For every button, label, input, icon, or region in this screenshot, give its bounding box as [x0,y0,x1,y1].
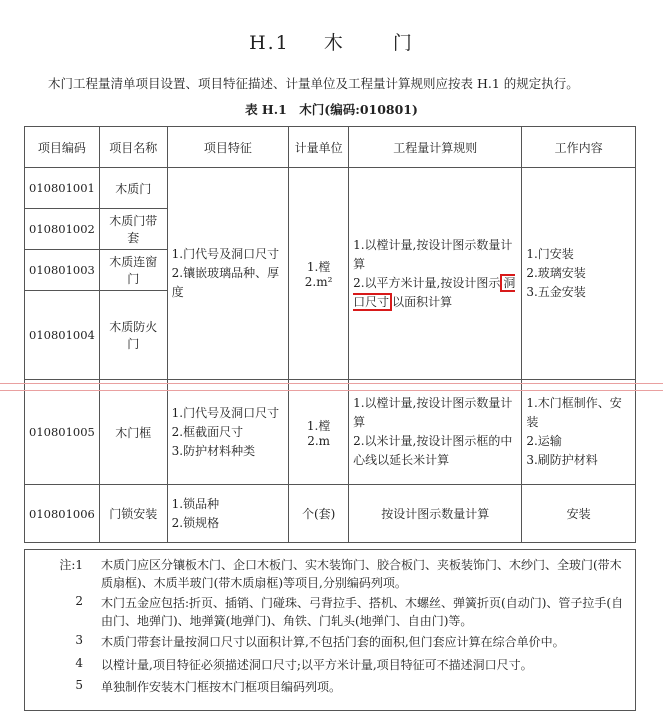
group1-units [289,168,349,380]
unit-line: 1.樘 [306,260,331,274]
table-caption: 表 H.1 木门(编码:010801) [245,102,418,117]
table-header-row [25,127,636,168]
work-line: 2.运输 [526,434,562,448]
item-code: 010801004 [25,291,100,380]
feature-line: 1.门代号及洞口尺寸 [171,405,280,420]
feature-line: 1.门代号及洞口尺寸 [171,247,280,261]
item-name: 门锁安装 [99,485,167,543]
header-rule: 工程量计算规则 [349,127,522,168]
note-number: 注:1 [59,558,83,572]
rule-line [353,274,517,312]
highlighted-opening-size: 洞口尺寸 [353,275,516,309]
scan-line [0,383,663,384]
work-line: 3.刷防护材料 [526,453,598,467]
rule-line: 1.以樘计量,按设计图示数量计算 [353,396,513,429]
item-name: 木质门 [99,168,167,209]
note-number: 5 [75,678,83,692]
rule-line: 2.以米计量,按设计图示框的中心线以延长米计算 [353,434,513,467]
table-row [25,485,636,543]
feature-line: 3.防护材料种类 [171,443,256,458]
item-name: 木门框 [99,380,167,485]
note-text: 木质门应区分镶板木门、企口木板门、实木装饰门、胶合板门、夹板装饰门、木纱门、全玻门(带木质扇框)、木质半玻门(带木质扇框)等项目,分别编码列项。 [101,558,622,590]
item-code: 010801006 [25,485,100,543]
row5-rules [349,380,522,485]
title-word-2: 门 [392,32,414,54]
note-number: 2 [75,594,83,608]
group1-rules [349,168,522,380]
item-name: 木质门带套 [99,209,167,250]
feature-line: 2.镶嵌玻璃品种、厚度 [171,266,280,299]
row6-work: 安装 [522,485,636,543]
header-work: 工作内容 [522,127,636,168]
unit-line: 2.m [307,433,331,448]
specification-table [24,126,636,543]
note-text: 木门五金应包括:折页、插销、门碰珠、弓背拉手、搭机、木螺丝、弹簧折页(自动门)、管子拉手(自由门、地弹门)、地弹簧(地弹门)、角铁、门轧头(地弹门、自由门)等。 [101,596,624,628]
header-name: 项目名称 [99,127,167,168]
note-text: 以樘计量,项目特征必须描述洞口尺寸;以平方米计量,项目特征可不描述洞口尺寸。 [101,658,533,672]
row5-units [289,380,349,485]
feature-line: 2.锁规格 [171,515,220,530]
row5-features [167,380,289,485]
item-name: 木质连窗门 [99,250,167,291]
title-word-1: 木 [323,32,345,54]
row5-work [522,380,636,485]
item-code: 010801001 [25,168,100,209]
note-number: 4 [75,656,83,670]
work-line: 2.玻璃安装 [526,266,586,280]
intro-text: 木门工程量清单项目设置、项目特征描述、计量单位及工程量计算规则应按表 H.1 的规定执行。 [48,76,579,91]
table-row [25,168,636,209]
item-name: 木质防火门 [99,291,167,380]
feature-line: 1.锁品种 [171,496,220,511]
item-code: 010801003 [25,250,100,291]
note-text: 木质门带套计量按洞口尺寸以面积计算,不包括门套的面积,但门套应计算在综合单价中。 [101,635,565,649]
rule-line: 1.以樘计量,按设计图示数量计算 [353,237,513,271]
table-row [25,380,636,485]
rule-text: 以面积计算 [392,294,453,309]
feature-line: 2.框截面尺寸 [171,424,244,439]
header-code: 项目编码 [25,127,100,168]
note-text: 单独制作安装木门框按木门框项目编码列项。 [101,680,342,694]
work-line: 1.木门框制作、安装 [526,396,622,429]
item-code: 010801005 [25,380,100,485]
work-line: 3.五金安装 [526,285,586,299]
note-number: 3 [75,633,83,647]
scan-line [0,390,663,391]
work-line: 1.门安装 [526,247,574,261]
row6-unit: 个(套) [289,485,349,543]
header-unit: 计量单位 [289,127,349,168]
row6-features [167,485,289,543]
notes-box [24,549,636,711]
row6-rule: 按设计图示数量计算 [349,485,522,543]
unit-line: 2.m² [304,275,333,289]
unit-line: 1.樘 [306,418,331,433]
rule-text: 2.以平方米计量,按设计图示 [353,275,501,290]
section-title [0,28,663,55]
group1-work [522,168,636,380]
group1-features [167,168,289,380]
section-number: H.1 [249,32,290,54]
item-code: 010801002 [25,209,100,250]
header-features: 项目特征 [167,127,289,168]
